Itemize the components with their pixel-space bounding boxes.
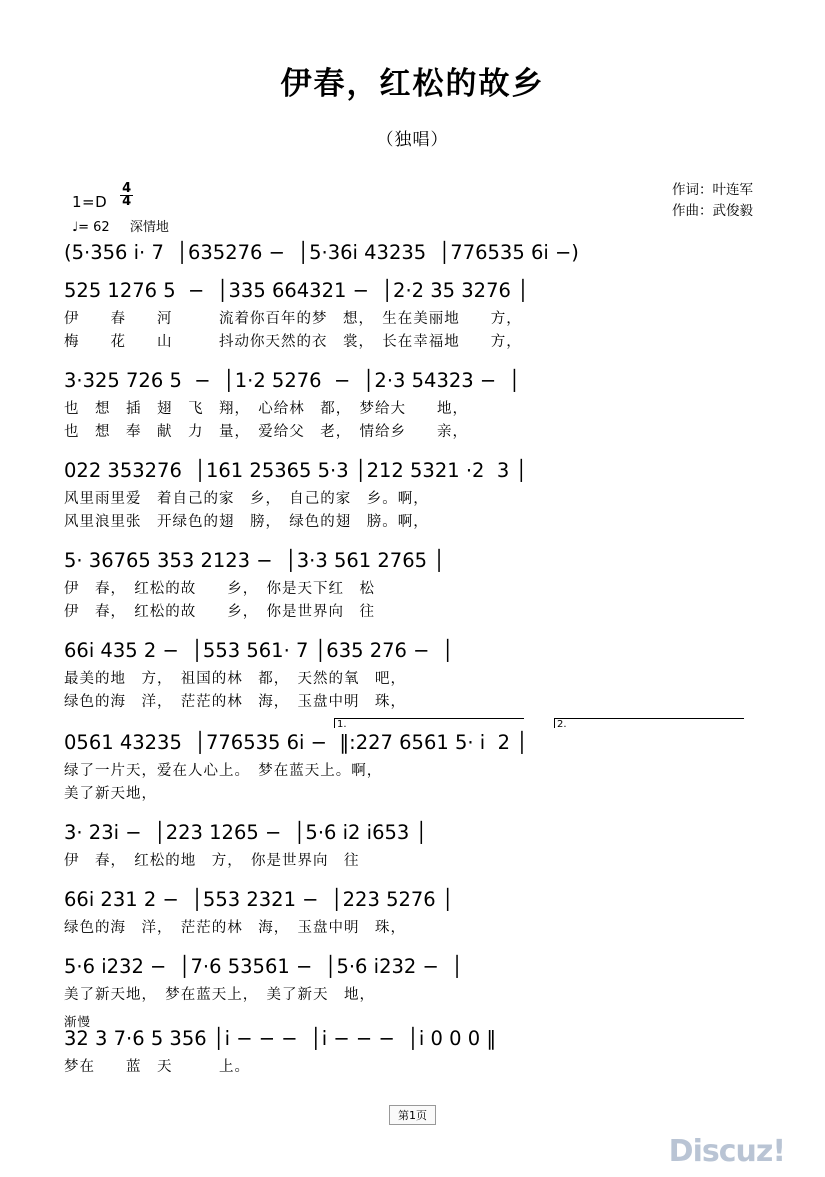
- key-tempo-block: [72, 181, 169, 236]
- lyric-line-verse1: 梦在 蓝 天 上。: [64, 1059, 250, 1075]
- credits: [672, 180, 753, 222]
- lyric-line-verse2: 伊 春， 红松的故 乡， 你是世界向 往: [64, 604, 375, 620]
- notation-line: 3· 23i − │223 1265 − │5·6 i2 i653 │: [64, 821, 428, 844]
- lyric-line-verse1: 风里雨里爱 着自己的家 乡， 自己的家 乡。啊，: [64, 491, 429, 507]
- system-7: [64, 730, 761, 806]
- lyric-line-verse2: 也 想 奉 献 力 量， 爱给父 老， 情给乡 亲，: [64, 424, 468, 440]
- lyric-line-verse1: 最美的地 方， 祖国的林 都， 天然的氧 吧，: [64, 671, 406, 687]
- tempo-marking: ♩= 62: [72, 220, 110, 235]
- expression-marking: 深情地: [129, 220, 169, 235]
- lyric-line-verse1: 伊 春， 红松的地 方， 你是世界向 往: [64, 853, 360, 869]
- time-signature: [120, 181, 133, 209]
- watermark: Discuz!: [668, 1134, 785, 1169]
- notation-line: 32 3 7·6 5 356 │i − − − │i − − − │i 0 0 0 ‖: [64, 1027, 497, 1050]
- notation-line: 5· 36765 353 2123 − │3·3 561 2765 │: [64, 549, 445, 572]
- sheet-music-page: [0, 58, 825, 1177]
- tempo-change-mark: 渐慢: [64, 1014, 92, 1029]
- lyric-line-verse1: 绿色的海 洋， 茫茫的林 海， 玉盘中明 珠，: [64, 920, 406, 936]
- system-10: [64, 954, 761, 1007]
- notation-line: 525 1276 5 − │335 664321 − │2·2 35 3276 │: [64, 279, 529, 302]
- key-signature: 1=D: [72, 193, 108, 211]
- system-4: [64, 458, 761, 534]
- lyric-line-verse2: 美了新天地，: [64, 786, 157, 802]
- music-score: [0, 240, 825, 1079]
- system-5: [64, 548, 761, 624]
- lyric-line-verse1: 也 想 插 翅 飞 翔， 心给林 都， 梦给大 地，: [64, 401, 468, 417]
- lyric-line-verse2: 梅 花 山 抖动你天然的衣 裳， 长在幸福地 方，: [64, 334, 522, 350]
- notation-line: 022 353276 │161 25365 5·3 │212 5321 ·2 3 │: [64, 459, 528, 482]
- notation-line: 5·6 i232 − │7·6 53561 − │5·6 i232 − │: [64, 955, 463, 978]
- lyric-line-verse2: 绿色的海 洋， 茫茫的林 海， 玉盘中明 珠，: [64, 694, 406, 710]
- lyric-line-verse1: 伊 春 河 流着你百年的梦 想， 生在美丽地 方，: [64, 311, 522, 327]
- lyric-line-verse1: 绿了一片天，爱在人心上。 梦在蓝天上。啊，: [64, 763, 383, 779]
- subtitle: （独唱）: [376, 130, 449, 150]
- notation-line: (5·356 i· 7 │635276 − │5·36i 43235 │776535 6i −): [64, 241, 579, 264]
- system-3: [64, 368, 761, 444]
- volta-2: 2.: [554, 718, 744, 728]
- page-number: 第1页: [389, 1105, 436, 1125]
- notation-line: 66i 231 2 − │553 2321 − │223 5276 │: [64, 888, 454, 911]
- notation-line: 0561 43235 │776535 6i − ‖:227 6561 5· i 2 │: [64, 731, 528, 754]
- volta-1: 1.: [334, 718, 524, 728]
- volta-brackets: [64, 718, 761, 730]
- composer: 作曲：武俊毅: [672, 203, 753, 219]
- page-footer: [0, 1105, 825, 1125]
- system-6: [64, 638, 761, 714]
- key-line: [72, 181, 169, 211]
- meter-bottom: 4: [122, 194, 132, 209]
- tempo-line: [72, 220, 169, 236]
- lyric-line-verse1: 美了新天地， 梦在蓝天上， 美了新天 地，: [64, 987, 375, 1003]
- system-9: [64, 887, 761, 940]
- system-8: [64, 820, 761, 873]
- notation-line: 66i 435 2 − │553 561· 7 │635 276 − │: [64, 639, 454, 662]
- system-2: [64, 278, 761, 354]
- lyric-line-verse2: 风里浪里张 开绿色的翅 膀， 绿色的翅 膀。啊，: [64, 514, 429, 530]
- lyric-line-verse1: 伊 春， 红松的故 乡， 你是天下红 松: [64, 581, 375, 597]
- notation-line: 3·325 726 5 − │1·2 5276 − │2·3 54323 − │: [64, 369, 521, 392]
- meter-top: 4: [122, 181, 132, 196]
- system-11: [64, 1011, 761, 1079]
- system-1: [64, 240, 761, 270]
- lyricist: 作词：叶连军: [672, 182, 753, 198]
- page-title: 伊春，红松的故乡: [280, 66, 545, 102]
